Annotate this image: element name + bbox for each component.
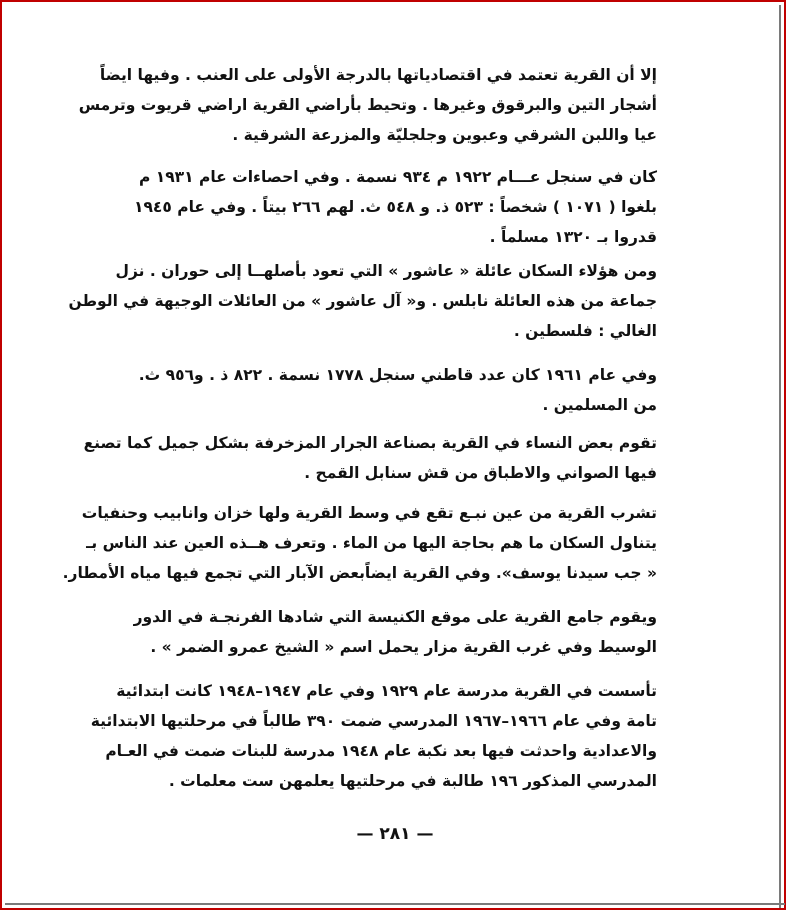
paragraph-economy (78, 60, 657, 150)
paragraph-families (68, 256, 657, 346)
text-line: ومن هؤلاء السكان عائلة « عاشور » التي تعود بأصلهــا إلى حوران . نزل (115, 262, 657, 280)
text-line: أشجار التين والبرقوق وغيرها . وتحيط بأراضي القرية اراضي قريوت وترمس (78, 96, 657, 114)
paragraph-mosque (133, 602, 657, 662)
text-line: من المسلمين . (542, 396, 657, 414)
text-line: « جب سيدنا يوسف». وفي القرية ايضاًبعض الآبار التي تجمع فيها مياه الأمطار. (62, 564, 657, 582)
text-line: إلا أن القرية تعتمد في اقتصادياتها بالدرجة الأولى على العنب . وفيها ايضاً (99, 66, 657, 84)
text-line: يتناول السكان ما هم بحاجة اليها من الماء . وتعرف هــذه العين عند الناس بـ (86, 534, 657, 552)
paragraph-crafts (83, 428, 657, 488)
text-line: ويقوم جامع القرية على موقع الكنيسة التي شادها الفرنجـة في الدور (133, 608, 657, 626)
text-line: تقوم بعض النساء في القرية بصناعة الجرار المزخرفة بشكل جميل كما تصنع (83, 434, 657, 452)
text-line: تامة وفي عام ١٩٦٦–١٩٦٧ المدرسي ضمت ٣٩٠ طالباً في مرحلتيها الابتدائية (90, 712, 657, 730)
text-line: كان في سنجل عـــام ١٩٢٢ م ٩٣٤ نسمة . وفي احصاءات عام ١٩٣١ م (139, 168, 657, 186)
text-line: بلغوا ( ١٠٧١ ) شخصاً : ٥٢٣ ذ. و ٥٤٨ ث. لهم ٢٦٦ بيتاً . وفي عام ١٩٤٥ (134, 198, 657, 216)
text-line: قدروا بـ ١٣٢٠ مسلماً . (489, 228, 657, 246)
paragraph-census-1961 (138, 360, 657, 420)
text-line: تشرب القرية من عين نبـع تقع في وسط القرية ولها خزان وانابيب وحنفيات (81, 504, 657, 522)
text-line: الغالي : فلسطين . (513, 322, 657, 340)
text-line: والاعدادية واحدثت فيها بعد نكبة عام ١٩٤٨ مدرسة للبنات ضمت في العـام (105, 742, 657, 760)
paragraph-water (62, 498, 657, 588)
text-line: المدرسي المذكور ١٩٦ طالبة في مرحلتيها يعلمهن ست معلمات . (168, 772, 657, 790)
paragraph-schools (90, 676, 657, 796)
text-line: عيا واللبن الشرقي وعبوين وجلجليّة والمزرعة الشرقية . (232, 126, 657, 144)
text-line: الوسيط وفي غرب القرية مزار يحمل اسم « الشيخ عمرو الضمر » . (150, 638, 657, 656)
text-line: تأسست في القرية مدرسة عام ١٩٢٩ وفي عام ١٩٤٧–١٩٤٨ كانت ابتدائية (116, 682, 657, 700)
text-line: وفي عام ١٩٦١ كان عدد قاطني سنجل ١٧٧٨ نسمة . ٨٢٢ ذ . و٩٥٦ ث. (138, 366, 657, 384)
text-line: فيها الصواني والاطباق من قش سنابل القمح . (304, 464, 657, 482)
text-line: جماعة من هذه العائلة نابلس . و« آل عاشور » من العائلات الوجيهة في الوطن (68, 292, 657, 310)
scan-edge-bottom (5, 903, 785, 905)
paragraph-population (134, 162, 657, 252)
scan-edge-right (779, 5, 781, 908)
page-number: — ٢٨١ — (356, 824, 434, 844)
